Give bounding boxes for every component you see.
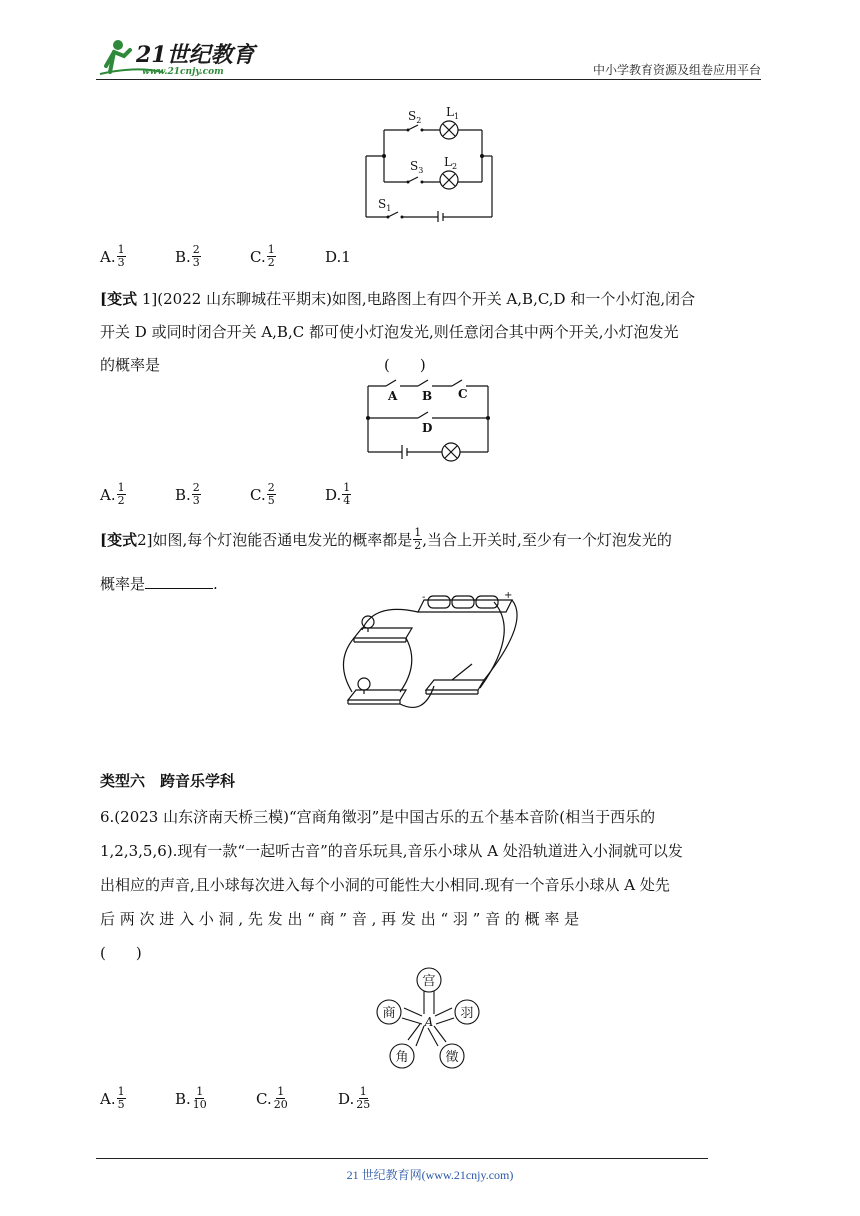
switch-label-d: D xyxy=(422,421,433,435)
note-zhi: 徵 xyxy=(445,1050,459,1065)
note-gong: 宫 xyxy=(422,974,436,989)
label-s2: $S_2$ xyxy=(408,109,422,125)
q5-option-c[interactable]: C. $\frac{1}{2}$ xyxy=(250,243,275,269)
q6-line2: 1,2,3,5,6).现有一款“一起听古音”的音乐玩具,音乐小球从 A 处沿轨道进入小洞就可以发 xyxy=(100,842,683,860)
q6-line3: 出相应的声音,且小球每次进入每个小洞的可能性大小相同.现有一个音乐小球从 A 处先 xyxy=(100,876,670,894)
q5-option-b[interactable]: B. $\frac{2}{3}$ xyxy=(175,243,200,269)
answer-blank[interactable] xyxy=(145,574,213,589)
variant1-option-d[interactable]: D. $\frac{1}{4}$ xyxy=(325,481,351,507)
variant1-line3: 的概率是 xyxy=(100,356,161,374)
header-divider xyxy=(96,79,761,80)
label-s1: $S_1$ xyxy=(378,197,392,213)
footer-link[interactable]: 21 世纪教育网(www.21cnjy.com) xyxy=(346,1168,514,1182)
label-l1: $L_1$ xyxy=(446,105,460,121)
header-slogan: 中小学教育资源及组卷应用平台 xyxy=(592,63,761,77)
variant1-line2: 开关 D 或同时闭合开关 A,B,C 都可使小灯泡发光,则任意闭合其中两个开关,小灯泡发光 xyxy=(100,323,679,341)
q6-line1: 6.(2023 山东济南天桥三模)“宫商角徵羽”是中国古乐的五个基本音阶(相当于西乐的 xyxy=(100,808,656,826)
battery-minus: - xyxy=(422,592,426,603)
switch-label-b: B xyxy=(422,389,433,403)
variant2-line1: [变式 2]如图,每个灯泡能否通电发光的概率都是 $\frac{1}{2}$ ,当合上开关时,至少有一个灯泡发光的 xyxy=(100,526,672,552)
variant1-option-b[interactable]: B. $\frac{2}{3}$ xyxy=(175,481,200,507)
variant1-line1: [变式 1](2022 山东聊城茌平期末)如图,电路图上有四个开关 A,B,C,D 和一个小灯泡,闭合 xyxy=(100,290,696,308)
logo-url: www.21cnjy.com xyxy=(142,67,224,77)
q6-music-toy-diagram xyxy=(368,966,490,1078)
q5-option-d[interactable]: D.1 xyxy=(325,248,351,266)
label-s3: $S_3$ xyxy=(410,159,424,175)
logo-title: 21世纪教育 xyxy=(136,42,255,68)
footer-divider xyxy=(96,1158,708,1159)
label-l2: $L_2$ xyxy=(444,155,458,171)
q6-option-a[interactable]: A. $\frac{1}{5}$ xyxy=(100,1085,125,1111)
q6-option-d[interactable]: D. $\frac{1}{25}$ xyxy=(338,1085,371,1111)
variant2-bulb-circuit-picture xyxy=(334,592,530,726)
switch-label-a: A xyxy=(388,389,398,403)
q6-option-b[interactable]: B. $\frac{1}{10}$ xyxy=(175,1085,207,1111)
q6-line4: 后 两 次 进 入 小 洞 , 先 发 出 “ 商 ” 音 , 再 发 出 “ 羽 ” 音 的 概 率 是 xyxy=(100,910,580,928)
note-yu: 羽 xyxy=(460,1006,474,1021)
q5-option-a[interactable]: A. $\frac{1}{3}$ xyxy=(100,243,125,269)
variant1-circuit-diagram xyxy=(362,372,494,468)
variant1-answer-paren: ( ) xyxy=(384,356,426,374)
section-title: 类型六 跨音乐学科 xyxy=(100,772,236,790)
site-logo xyxy=(96,36,266,78)
q6-line5: ( ) xyxy=(100,944,142,962)
center-label-a: A xyxy=(424,1015,434,1029)
variant1-option-c[interactable]: C. $\frac{2}{5}$ xyxy=(250,481,275,507)
note-jue: 角 xyxy=(395,1050,409,1065)
switch-label-c: C xyxy=(458,387,468,401)
battery-plus: + xyxy=(504,592,513,601)
variant2-line2: 概率是 . xyxy=(100,575,218,593)
note-shang: 商 xyxy=(382,1006,396,1021)
variant1-option-a[interactable]: A. $\frac{1}{2}$ xyxy=(100,481,125,507)
q5-circuit-diagram xyxy=(360,100,500,226)
q6-option-c[interactable]: C. $\frac{1}{20}$ xyxy=(256,1085,288,1111)
